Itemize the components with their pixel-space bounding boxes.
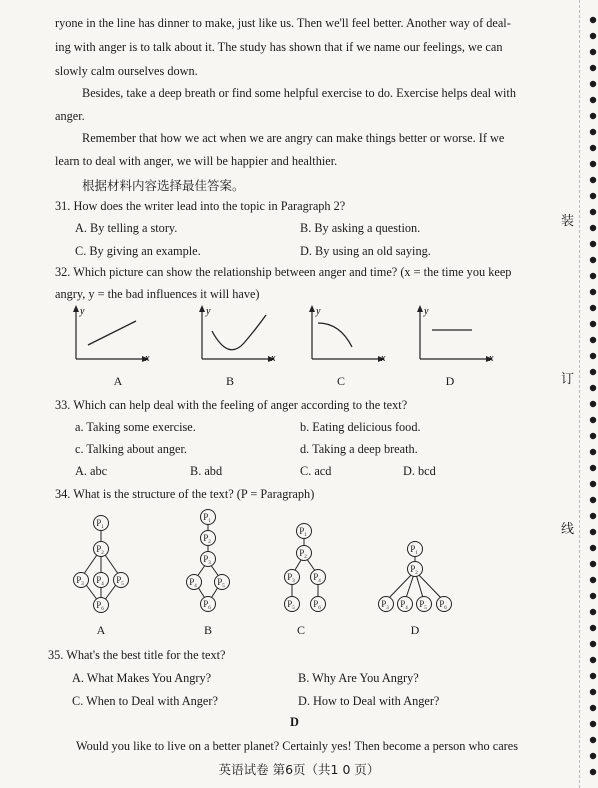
q32-label-d: D bbox=[445, 374, 455, 388]
passage-line-1: ryone in the line has dinner to make, just like us. Then we'll feel better. Another way of deal- bbox=[55, 16, 511, 30]
svg-text:P4: $P_4$ bbox=[189, 577, 197, 589]
q34-trees bbox=[60, 505, 480, 617]
q34-stem: 34. What is the structure of the text? (P = Paragraph) bbox=[55, 487, 315, 501]
passage-line-4: Besides, take a deep breath or find some helpful exercise to do. Exercise helps deal with bbox=[82, 86, 516, 100]
q33-option-d[interactable]: D. bcd bbox=[403, 464, 436, 478]
svg-text:P6: $P_6$ bbox=[96, 600, 104, 612]
svg-text:P2: $P_2$ bbox=[410, 564, 418, 576]
q33-option-a[interactable]: A. abc bbox=[75, 464, 108, 478]
svg-text:P5: $P_5$ bbox=[287, 599, 295, 611]
q31-stem: 31. How does the writer lead into the topic in Paragraph 2? bbox=[55, 199, 346, 213]
svg-text:P2: $P_2$ bbox=[203, 533, 211, 545]
svg-text:P4: $P_4$ bbox=[313, 572, 321, 584]
binding-line bbox=[579, 0, 580, 788]
svg-text:P5: $P_5$ bbox=[217, 577, 225, 589]
passage-line-3: slowly calm ourselves down. bbox=[55, 64, 198, 78]
passage-line-7: learn to deal with anger, we will be happier and healthier. bbox=[55, 154, 338, 168]
q33-item-a: a. Taking some exercise. bbox=[75, 420, 196, 434]
instruction: 根据材料内容选择最佳答案。 bbox=[82, 178, 245, 193]
svg-text:P1: $P_1$ bbox=[299, 526, 307, 538]
q32-graph-b[interactable] bbox=[192, 303, 282, 365]
q32-graph-c[interactable] bbox=[302, 303, 392, 365]
svg-text:P1: $P_1$ bbox=[96, 518, 104, 530]
passage-line-2: ing with anger is to talk about it. The study has shown that if we name our feelings, we can bbox=[55, 40, 503, 54]
q32-graph-a[interactable] bbox=[66, 303, 156, 365]
q31-option-d[interactable]: D. By using an old saying. bbox=[300, 244, 431, 258]
q34-label-a: A bbox=[96, 623, 106, 637]
q35-option-a[interactable]: A. What Makes You Angry? bbox=[72, 671, 212, 685]
q32-graph-b-x-label: x bbox=[271, 353, 276, 364]
q33-stem: 33. Which can help deal with the feeling of anger according to the text? bbox=[55, 398, 408, 412]
svg-text:P4: $P_4$ bbox=[400, 599, 408, 611]
q32-graph-a-x-label: x bbox=[145, 353, 150, 364]
passage-line-6: Remember that how we act when we are angry can make things better or worse. If we bbox=[82, 131, 505, 145]
q31-option-b[interactable]: B. By asking a question. bbox=[300, 221, 421, 235]
q32-label-a: A bbox=[113, 374, 123, 388]
q34-label-c: C bbox=[296, 623, 305, 637]
q32-graph-a-y-label: y bbox=[80, 306, 85, 317]
q32-graph-d-y-label: y bbox=[424, 306, 429, 317]
binding-char-3: 线 bbox=[561, 522, 575, 537]
svg-text:P6: $P_6$ bbox=[313, 599, 321, 611]
q32-label-c: C bbox=[336, 374, 345, 388]
q35-stem: 35. What's the best title for the text? bbox=[48, 648, 226, 662]
svg-text:P3: $P_3$ bbox=[381, 599, 389, 611]
q31-option-c[interactable]: C. By giving an example. bbox=[75, 244, 201, 258]
svg-text:P6: $P_6$ bbox=[439, 599, 447, 611]
next-passage-line: Would you like to live on a better planet? Certainly yes! Then become a person who cares bbox=[76, 739, 519, 753]
q31-option-a[interactable]: A. By telling a story. bbox=[75, 221, 178, 235]
q32-graph-c-x-label: x bbox=[381, 353, 386, 364]
svg-text:P5: $P_5$ bbox=[419, 599, 427, 611]
svg-text:P3: $P_3$ bbox=[287, 572, 295, 584]
svg-text:P6: $P_6$ bbox=[203, 599, 211, 611]
svg-text:P3: $P_3$ bbox=[203, 554, 211, 566]
q35-option-b[interactable]: B. Why Are You Angry? bbox=[298, 671, 419, 685]
q32-graph-b-y-label: y bbox=[206, 306, 211, 317]
q33-item-d: d. Taking a deep breath. bbox=[300, 442, 418, 456]
q32-label-b: B bbox=[225, 374, 234, 388]
binding-char-2: 订 bbox=[561, 372, 575, 387]
section-heading: D bbox=[290, 715, 299, 729]
page-footer: 英语试卷 第6页（共1 0 页） bbox=[218, 762, 380, 777]
q33-option-b[interactable]: B. abd bbox=[190, 464, 223, 478]
q32-graph-d-x-label: x bbox=[489, 353, 494, 364]
q35-option-d[interactable]: D. How to Deal with Anger? bbox=[298, 694, 440, 708]
svg-text:P2: $P_2$ bbox=[96, 544, 104, 556]
svg-text:P3: $P_3$ bbox=[76, 575, 84, 587]
svg-text:P4: $P_4$ bbox=[96, 575, 104, 587]
q35-option-c[interactable]: C. When to Deal with Anger? bbox=[72, 694, 218, 708]
q32-stem-line-2: angry, y = the bad influences it will have) bbox=[55, 287, 260, 301]
q32-graph-c-y-label: y bbox=[316, 306, 321, 317]
svg-text:P2: $P_2$ bbox=[299, 548, 307, 560]
svg-text:P5: $P_5$ bbox=[116, 575, 124, 587]
svg-text:P1: $P_1$ bbox=[203, 512, 211, 524]
passage-line-5: anger. bbox=[55, 109, 85, 123]
binding-holes bbox=[588, 0, 598, 788]
svg-text:P1: $P_1$ bbox=[410, 544, 418, 556]
q32-graph-d[interactable] bbox=[410, 303, 500, 365]
q33-item-c: c. Talking about anger. bbox=[75, 442, 187, 456]
q34-label-b: B bbox=[203, 623, 212, 637]
q32-stem-line-1: 32. Which picture can show the relationship between anger and time? (x = the time you keep bbox=[55, 265, 512, 279]
q33-item-b: b. Eating delicious food. bbox=[300, 420, 421, 434]
binding-char-1: 装 bbox=[561, 214, 575, 229]
q33-option-c[interactable]: C. acd bbox=[300, 464, 332, 478]
q34-label-d: D bbox=[410, 623, 420, 637]
